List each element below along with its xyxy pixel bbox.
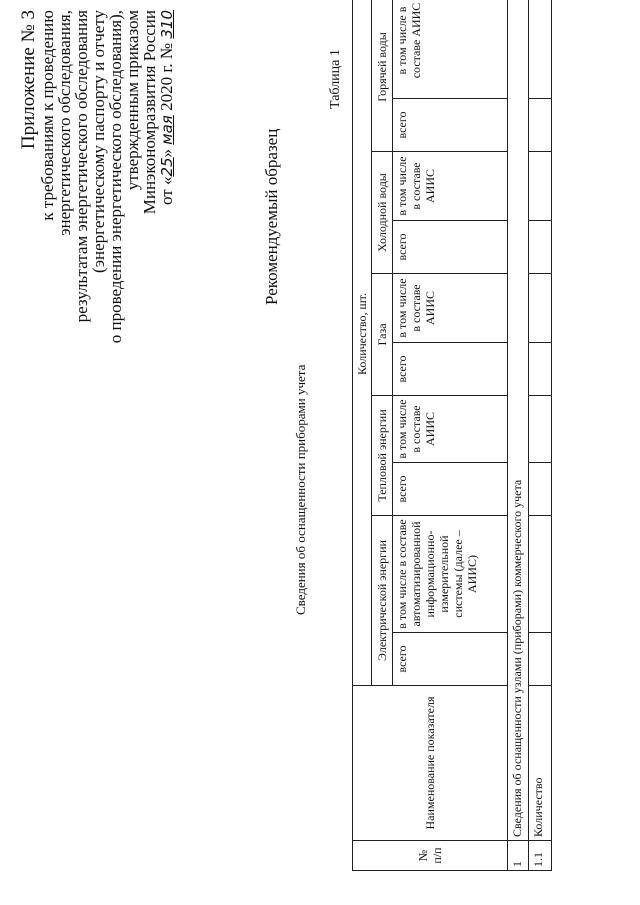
- row-number: 1: [508, 841, 529, 871]
- metering-table: [352, 0, 552, 871]
- header-hot-water-total: всего: [393, 99, 508, 152]
- header-cold-water-total: всего: [393, 221, 508, 274]
- header-heat-total: всего: [393, 463, 508, 516]
- appendix-line: о проведении энергетического обследования),: [106, 10, 125, 344]
- header-electric-aiis: в том числе в составе автоматизированной информационно-измерительной системы (далее – АИИС): [393, 516, 508, 633]
- header-cold-water: Холодной воды: [372, 152, 393, 274]
- table-cell: [529, 274, 552, 343]
- header-quantity-group: Количество, шт.: [353, 0, 372, 686]
- appendix-line: результатам энергетического обследования: [72, 10, 91, 323]
- header-cold-water-aiis: в том числе в составе АИИС: [393, 152, 508, 221]
- table-cell: [529, 99, 552, 152]
- appendix-block: [18, 10, 176, 350]
- row-section-name: Сведения об оснащенности узлами (приборами) коммерческого учета: [508, 0, 529, 841]
- header-indicator-name: Наименование показателя: [353, 686, 508, 841]
- header-gas: Газа: [372, 274, 393, 396]
- appendix-line: к требованиям к проведению: [38, 10, 57, 221]
- table-cell: [529, 633, 552, 686]
- date-mid: »: [157, 144, 176, 158]
- header-gas-total: всего: [393, 343, 508, 396]
- handwritten-month: мая: [158, 115, 176, 145]
- approval-date-line: [158, 10, 176, 350]
- appendix-line: энергетического обследования,: [55, 10, 74, 236]
- table-cell: [529, 221, 552, 274]
- date-prefix: от «: [157, 176, 176, 206]
- table-cell: [529, 396, 552, 463]
- handwritten-day: 25: [158, 157, 176, 177]
- table-cell: [529, 0, 552, 99]
- table-row: [529, 0, 552, 871]
- header-row-group: [353, 0, 372, 871]
- header-hot-water-aiis: в том числе в составе АИИС: [393, 0, 508, 99]
- header-gas-aiis: в том числе в составе АИИС: [393, 274, 508, 343]
- appendix-line: Минэкономразвития России: [140, 10, 159, 215]
- header-electric-total: всего: [393, 633, 508, 686]
- header-heat-energy: Тепловой энергии: [372, 396, 393, 516]
- appendix-line: (энергетическому паспорту и отчету: [89, 10, 108, 273]
- table-cell: [529, 516, 552, 633]
- table-cell: [529, 152, 552, 221]
- table-cell: [529, 463, 552, 516]
- header-hot-water: Горячей воды: [372, 0, 393, 152]
- recommended-sample-label: Рекомендуемый образец: [262, 128, 281, 305]
- header-electric-energy: Электрической энергии: [372, 516, 393, 686]
- handwritten-number: 310: [158, 10, 176, 39]
- table-row: [508, 0, 529, 871]
- row-indicator-name: Количество: [529, 686, 552, 841]
- table-number-label: Таблица 1: [328, 49, 343, 109]
- document-title: Сведения об оснащенности приборами учета: [293, 364, 308, 615]
- header-heat-aiis: в том числе в составе АИИС: [393, 396, 508, 463]
- header-number: № п/п: [353, 841, 508, 871]
- appendix-heading: Приложение № 3: [18, 10, 39, 150]
- table-cell: [529, 343, 552, 396]
- appendix-line: утвержденным приказом: [123, 10, 142, 191]
- row-number: 1.1: [529, 841, 552, 871]
- date-year: 2020 г. №: [157, 38, 176, 116]
